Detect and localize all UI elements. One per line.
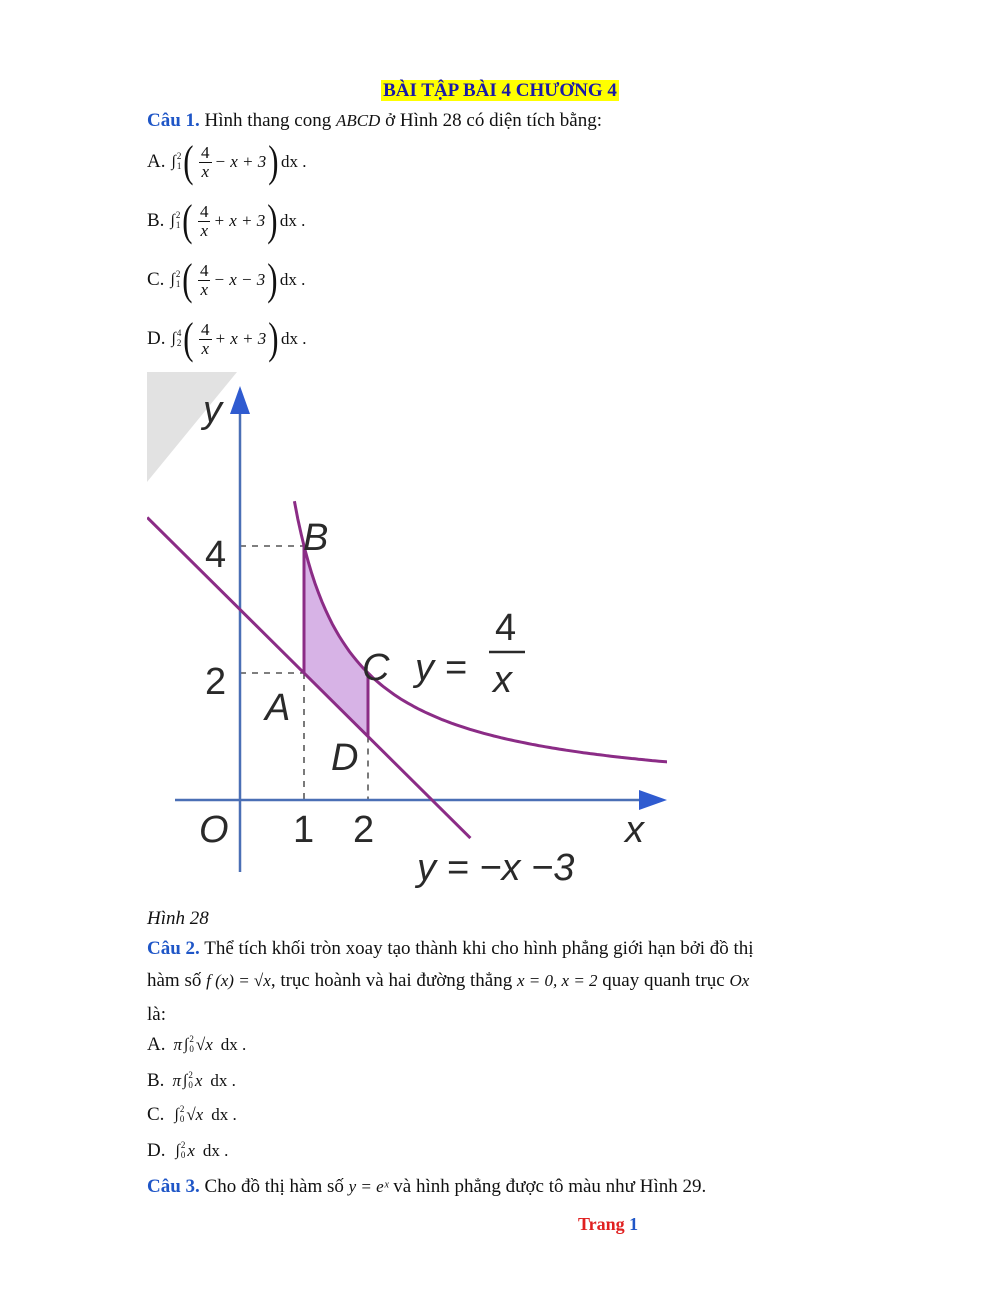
right-paren: ) [267,196,278,245]
integral-upper: 2 [176,151,182,162]
fraction-denominator: x [201,338,210,358]
option-letter: D. [147,328,166,349]
question-2-axis: Ox [729,971,750,990]
option-prefix: π [173,1035,183,1054]
page-title [0,80,1000,102]
footer-label: Trang [578,1214,625,1234]
integral-lower: 0 [188,1080,193,1090]
differential: dx . [279,270,306,289]
question-3-text-b: và hình phẳng được tô màu như Hình 29. [393,1176,707,1197]
integral-sign: ∫ 2 0 [184,1034,194,1054]
option-letter: A. [147,151,166,172]
option-letter: A. [147,1034,166,1055]
fraction [199,144,212,181]
question-1-stem [147,110,602,132]
fraction-numerator: 4 [201,319,210,339]
option-letter: B. [147,1070,165,1091]
option-letter: C. [147,1104,165,1125]
differential: dx . [202,1141,229,1160]
question-1-option-2 [147,196,306,245]
tick-x-1: 1 [293,809,315,851]
differential: dx . [211,1105,237,1124]
y-axis-label: y [203,389,222,431]
question-2-line-1 [147,938,754,960]
integral-lower: 1 [176,161,182,171]
integrand: x [187,1141,195,1160]
question-2-line-3: là: [147,1004,166,1025]
point-d-label: D [331,737,359,779]
question-2-text-1: Thể tích khối tròn xoay tạo thành khi cho hình phẳng giới hạn bởi đồ thị [204,938,754,959]
question-2-text-2a: hàm số [147,970,202,991]
question-1-text-b: ở Hình 28 có diện tích bằng: [385,110,602,131]
question-2-label: Câu 2. [147,938,200,959]
tick-y-2: 2 [205,661,227,703]
fraction-numerator: 4 [199,201,209,221]
integrand: √x [186,1105,204,1124]
page-title-text: BÀI TẬP BÀI 4 CHƯƠNG 4 [383,80,617,101]
integral-sign: ∫ 2 0 [182,1070,193,1090]
integrand: x [194,1071,203,1090]
question-2-text-2c: quay quanh trục [602,970,725,991]
fraction [198,203,211,240]
integral-lower: 0 [189,1044,194,1054]
integrand: √x [195,1035,213,1054]
curve-label-denominator: x [493,659,512,701]
curve-label-numerator: 4 [495,607,517,649]
left-paren: ( [183,314,194,363]
integral-sign: ∫ 2 1 [170,269,181,289]
x-axis-label: x [625,809,644,851]
question-2-text-2b: , trục hoành và hai đường thẳng [270,970,513,991]
integral-upper: 4 [176,328,182,339]
fraction [199,321,212,358]
fraction-numerator: 4 [201,142,210,162]
question-2-function: f (x) = √x [206,971,271,990]
question-2-bounds: x = 0, x = 2 [517,971,598,990]
fraction-denominator: x [200,220,208,240]
tick-y-4: 4 [205,534,227,576]
right-paren: ) [268,137,279,186]
integral-upper: 2 [189,1034,194,1045]
origin-label: O [199,809,229,851]
curve-label-lhs: y = [415,647,467,689]
question-3-text-a: Cho đồ thị hàm số [204,1176,344,1197]
differential: dx . [280,329,307,348]
figure-28 [147,372,667,892]
differential: dx . [279,211,306,230]
figure-caption: Hình 28 [147,908,209,929]
left-paren: ( [182,196,193,245]
question-3-label: Câu 3. [147,1176,200,1197]
integral-upper: 2 [179,1104,185,1115]
question-1-text-a: Hình thang cong [204,110,332,131]
integral-sign: ∫ 2 1 [170,210,181,230]
right-paren: ) [268,314,279,363]
integrand-rest: − x + 3 [214,152,267,171]
fraction-denominator: x [201,161,210,181]
question-3-stem [147,1176,706,1198]
differential: dx . [210,1071,236,1090]
question-1-option-3 [147,255,306,304]
right-paren: ) [267,255,278,304]
option-letter: D. [147,1140,166,1161]
page-footer [578,1214,638,1235]
question-1-option-4 [147,314,307,363]
point-c-label: C [362,647,390,689]
point-a-label: A [265,687,291,729]
option-prefix: π [172,1071,181,1090]
question-1-option-1 [147,137,307,186]
y-axis-arrow [230,386,250,414]
option-letter: B. [147,210,165,231]
footer-page-number: 1 [629,1214,639,1234]
integral-lower: 2 [176,338,182,348]
fraction-numerator: 4 [199,260,209,280]
left-paren: ( [182,255,193,304]
integrand-rest: + x + 3 [213,211,266,230]
integral-lower: 1 [175,220,181,230]
differential: dx . [220,1035,247,1054]
integral-lower: 1 [175,279,181,289]
question-2-option-3 [147,1104,237,1126]
left-paren: ( [183,137,194,186]
x-axis-arrow [639,790,667,810]
question-2-option-4 [147,1140,228,1162]
integrand-rest: − x − 3 [213,270,266,289]
tick-x-2: 2 [353,809,375,851]
option-letter: C. [147,269,165,290]
integral-lower: 0 [180,1150,186,1160]
integral-lower: 0 [179,1114,185,1124]
fraction [198,262,211,299]
question-2-line-2 [147,970,749,992]
integral-sign: ∫ 2 0 [174,1104,185,1124]
integrand-rest: + x + 3 [214,329,267,348]
fraction-denominator: x [200,279,208,299]
question-1-math: ABCD [335,111,381,130]
question-1-label: Câu 1. [147,110,200,131]
integral-upper: 2 [188,1070,193,1081]
integral-upper: 2 [180,1140,186,1151]
integral-sign: ∫ 2 1 [171,151,182,171]
question-2-option-1 [147,1034,246,1056]
integral-sign: ∫ 2 0 [175,1140,186,1160]
page-shadow-decoration [147,372,237,482]
line-label: y = −x −3 [417,847,575,889]
point-b-label: B [303,517,329,559]
integral-sign: ∫ 4 2 [171,328,182,348]
differential: dx . [280,152,307,171]
question-3-math: y = eˣ [348,1177,389,1196]
question-2-option-2 [147,1070,236,1092]
integral-upper: 2 [175,269,181,280]
hyperbola-curve [294,501,667,765]
integral-upper: 2 [175,210,181,221]
